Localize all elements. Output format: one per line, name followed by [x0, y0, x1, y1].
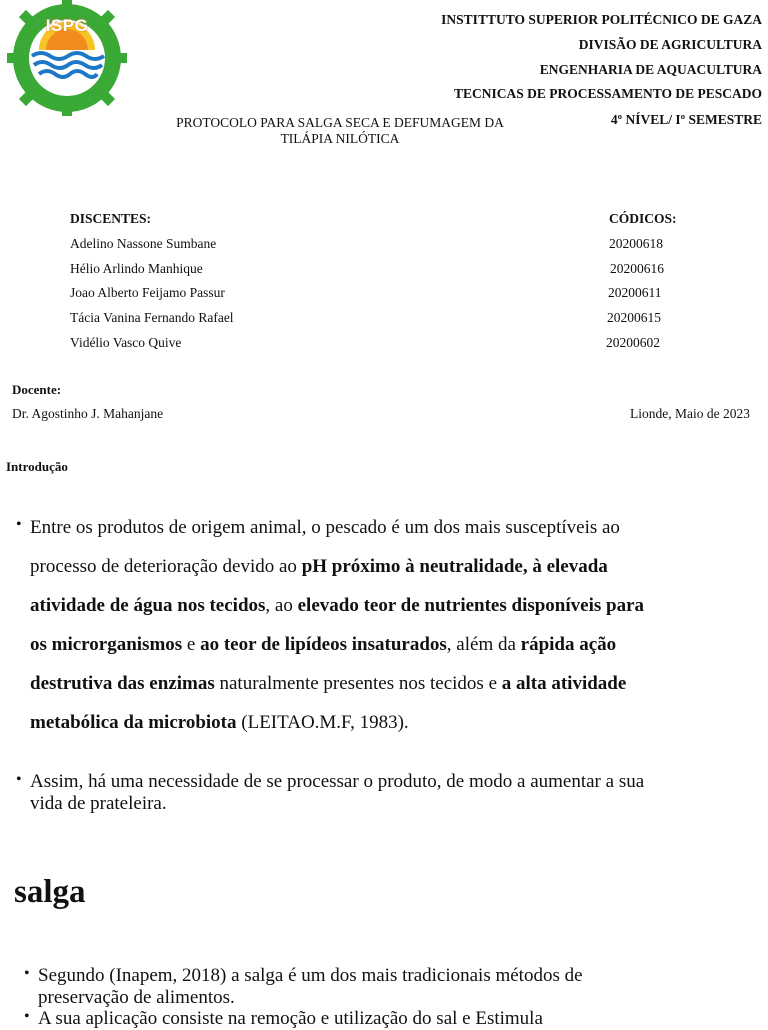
subject-name: TECNICAS DE PROCESSAMENTO DE PESCADO: [453, 86, 762, 101]
intro-text: vida de prateleira.: [30, 793, 167, 814]
student-code: 20200602: [606, 335, 660, 350]
salga-text: Segundo (Inapem, 2018) a salga é um dos mais tradicionais métodos de: [38, 965, 583, 986]
institution-name: INSTITTUTO SUPERIOR POLITÉCNICO DE GAZA: [441, 12, 762, 27]
codes-header: CÓDICOS:: [609, 211, 677, 226]
student-code: 20200616: [610, 261, 664, 276]
intro-emphasis: os microrganismos: [30, 634, 183, 655]
teacher-name: Dr. Agostinho J. Mahanjane: [12, 406, 164, 421]
student-code: 20200618: [609, 236, 663, 251]
place-date: Lionde, Maio de 2023: [630, 406, 750, 421]
document-title: [160, 115, 520, 147]
student-code: 20200615: [607, 310, 661, 325]
student-name: Adelino Nassone Sumbane: [70, 236, 217, 251]
intro-emphasis: atividade de água nos tecidos: [30, 595, 266, 616]
intro-text: Entre os produtos de origem animal, o pescado é um dos mais susceptíveis ao: [30, 517, 620, 538]
bullet: •: [16, 771, 22, 788]
intro-heading: Introdução: [6, 459, 68, 474]
intro-emphasis: metabólica da microbiota: [30, 712, 237, 733]
logo-text: ISPG: [45, 16, 89, 35]
intro-text: naturalmente presentes nos tecidos e: [214, 673, 502, 694]
student-name: Tácia Vanina Fernando Rafael: [70, 310, 234, 325]
student-name: Hélio Arlindo Manhique: [70, 261, 203, 276]
division-name: DIVISÃO DE AGRICULTURA: [578, 37, 762, 52]
level-semester: 4º NÍVEL/ Iº SEMESTRE: [610, 112, 762, 127]
intro-text: e: [182, 634, 201, 655]
ispg-logo: [4, 0, 130, 118]
document-title-line2: TILÁPIA NILÓTICA: [280, 131, 400, 146]
salga-paragraph-2: [0, 1008, 768, 1029]
intro-text: Assim, há uma necessidade de se processar o produto, de modo a aumentar a sua: [30, 771, 645, 792]
bullet: •: [24, 1008, 30, 1025]
salga-text: preservação de alimentos.: [38, 987, 235, 1008]
intro-text: , além da: [446, 634, 521, 655]
intro-emphasis: ao teor de lipídeos insaturados: [200, 634, 447, 655]
bullet: •: [24, 965, 30, 982]
salga-text: A sua aplicação consiste na remoção e utilização do sal e Estimula: [38, 1008, 543, 1029]
student-name: Vidélio Vasco Quive: [70, 335, 182, 350]
students-header: DISCENTES:: [70, 211, 152, 226]
intro-text: processo de deterioração devido ao: [30, 556, 302, 577]
bullet: •: [16, 516, 22, 533]
intro-emphasis: a alta atividade: [501, 673, 627, 694]
student-name: Joao Alberto Feijamo Passur: [70, 285, 225, 300]
teacher-label: Docente:: [12, 382, 62, 397]
intro-emphasis: pH próximo à neutralidade, à elevada: [301, 556, 608, 577]
course-name: ENGENHARIA DE AQUACULTURA: [539, 62, 762, 77]
intro-emphasis: rápida ação: [520, 634, 617, 655]
intro-emphasis: elevado teor de nutrientes disponíveis para: [297, 595, 645, 616]
student-code: 20200611: [608, 285, 662, 300]
intro-text: (LEITAO.M.F, 1983).: [236, 712, 409, 733]
document-title-line1: PROTOCOLO PARA SALGA SECA E DEFUMAGEM DA: [176, 115, 504, 130]
salga-heading: salga: [14, 874, 86, 910]
intro-text: , ao: [265, 595, 298, 616]
intro-emphasis: destrutiva das enzimas: [30, 673, 215, 694]
